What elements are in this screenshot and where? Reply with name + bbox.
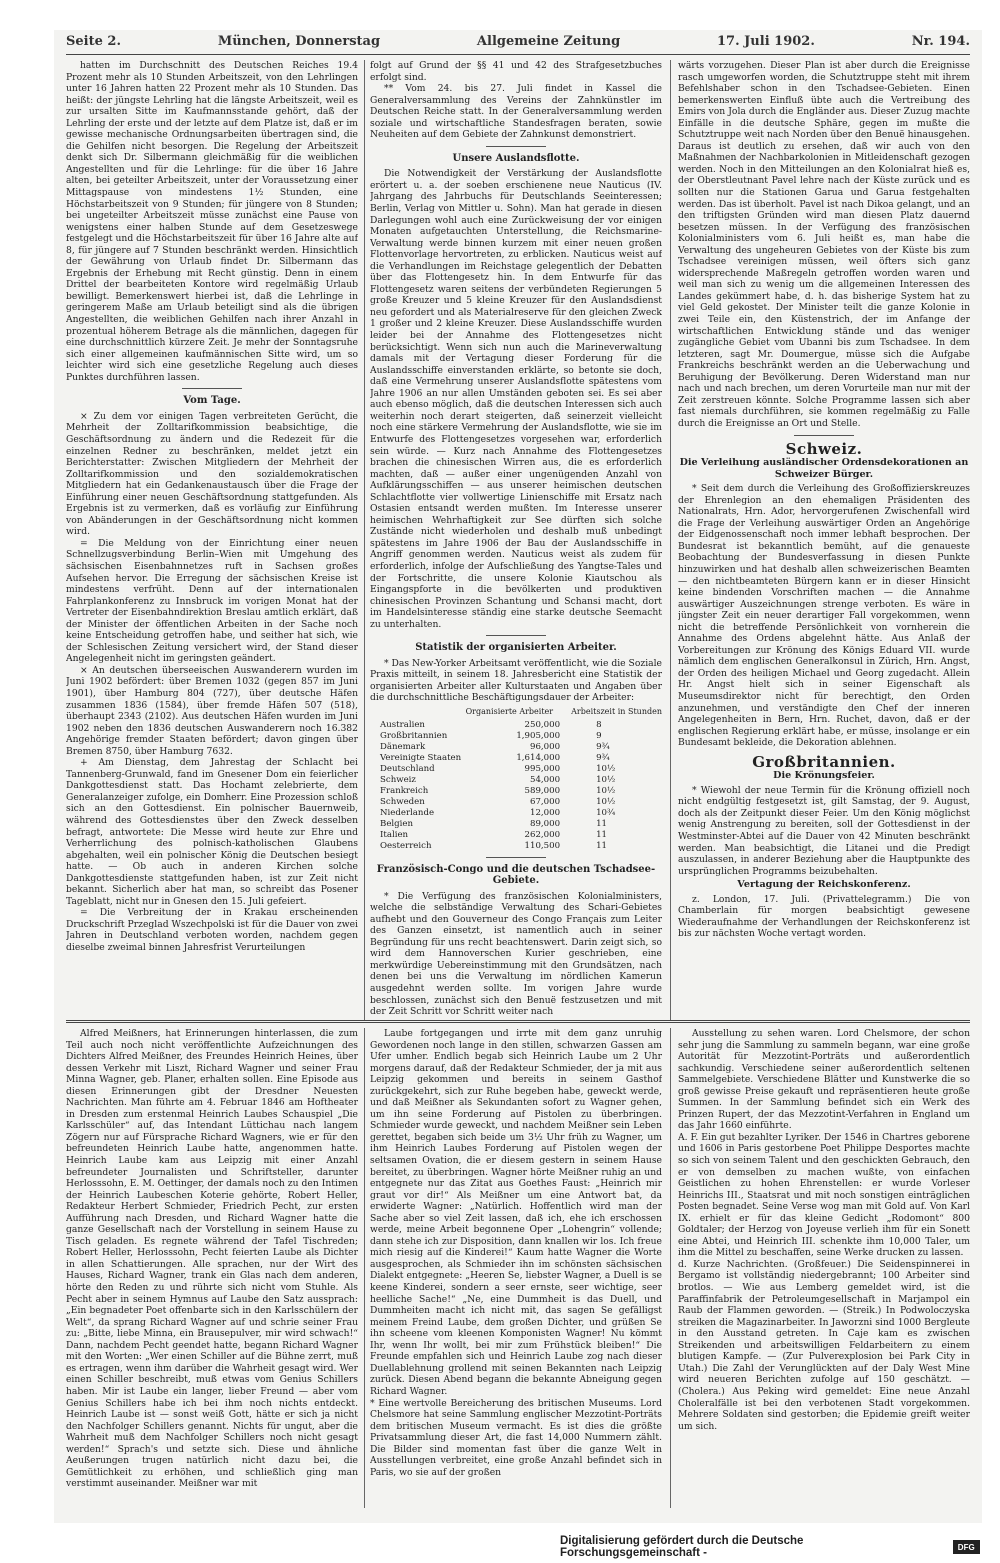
article-text: + Am Dienstag, dem Jahrestag der Schlacht bei Tannenberg-Grunwald, fand im Gnesener Dom ein feierlicher Dankgottesdienst statt. Das Hochamt zelebrierte, dem Generalanzeiger zufolge, ein Domherr. Eine Prozession schloß sich an den Gottesdienst. Ein polnischer Bauernweib, während des Gottesdienstes über den Zweck desselben befragt, antwortete: Die Messe wird heute zur Ehre und Verherrlichung des polnisch-katholischen Glaubens abgehalten, weil ein polnischer König die Deutschen besiegt hatte. — Ob auch in anderen Kirchen solche Dankgottesdienste stattgefunden haben, ist zur Zeit nicht bekannt. Sicherlich aber hat man, so schreibt das Posener Tageblatt, nicht nur in Gnesen den 15. Juli gefeiert. bbox=[66, 757, 358, 907]
table-row bbox=[370, 786, 662, 797]
divider bbox=[486, 857, 546, 858]
issue-number: Nr. 194. bbox=[911, 34, 970, 49]
hours-cell: 10½ bbox=[596, 763, 616, 774]
hours-cell: 8 bbox=[596, 719, 602, 730]
table-row bbox=[370, 830, 662, 841]
table-row bbox=[370, 720, 662, 731]
country-cell: Schweiz bbox=[380, 774, 416, 785]
hours-cell: 11 bbox=[596, 840, 607, 851]
table-header-workers: Organisierte Arbeiter bbox=[465, 706, 554, 716]
workers-cell: 110,500 bbox=[524, 840, 561, 851]
divider bbox=[486, 635, 546, 636]
section-title: Vom Tage. bbox=[183, 395, 241, 407]
hours-cell: 11 bbox=[596, 818, 607, 829]
hours-cell: 10¾ bbox=[596, 807, 616, 818]
table-row bbox=[370, 731, 662, 742]
column-1 bbox=[66, 60, 358, 1020]
article-text: Die Notwendigkeit der Verstärkung der Auslandsflotte erörtert u. a. der soeben erschienene neue Nauticus (IV. Jahrgang des Jahrbuchs für Deutschlands Seeinteressen; Berlin, Verlag von Mittler u. Sohn). Man hat gerade in diesen Darlegungen wohl auch eine Zurückweisung der vor einigen Monaten aufgetauchten Unterstellung, die Reichsmarine-Verwaltung werde binnen kurzem mit einer neuen großen Flottenvorlage hervortreten, zu erblicken. Nauticus weist auf die Verhandlungen im Reichstage gelegentlich der Debatten über das Flottengesetz hin. In dem Entwurfe für das Flottengesetz waren seitens der verbündeten Regierungen 5 große Kreuzer und 5 kleine Kreuzer für den Auslandsdienst neu gefordert und als Materialreserve für den gleichen Zweck 1 großer und 2 kleine Kreuzer. Diese Auslandsschiffe wurden leider bei der Annahme des Flottengesetzes nicht berücksichtigt. Wenn sich nun auch die Marineverwaltung damals mit der Vertagung dieser Forderung für die Auslandsschiffe einverstanden erklärte, so betonte sie doch, daß eine Vermehrung unserer Auslandsflotte spätestens vom Jahre 1906 an nur allen Umständen geboten sei. Es sei aber auch ebenso möglich, daß die deutschen Interessen sich auch weiterhin noch derart steigerten, daß seinerzeit vielleicht noch eine stärkere Vermehrung der Auslandsflotte, wie sie im Entwurfe des Flottengesetzes vorgesehen war, erforderlich sein würde. — Kurz nach Annahme des Flottengesetzes brachen die chinesischen Wirren aus, die es erforderlich machten, daß — außer einer ungenügenden Anzahl von Aufklärungsschiffen — aus unserer heimischen deutschen Schlachtflotte vier vollwertige Linienschiffe mit Ersatz nach Ostasien entsandt werden mußten. Im Interesse unserer heimischen Wehrhaftigkeit zur See dürften sich solche Zustände nicht wiederholen und deshalb muß unbedingt spätestens im Jahre 1906 der Bau der Auslandsschiffe in Angriff genommen werden. Nauticus weist als zudem für erforderlich, infolge der Aufschließung des Yangtse-Tales und der Fortschritte, die unsere Kolonie Kiautschou als Eingangspforte in die bevölkerten und produktiven chinesischen Provinzen Schantung und Schansi macht, dort im Handelsinteresse ständig eine starke deutsche Seemacht zu unterhalten. bbox=[370, 168, 662, 630]
section-title: Statistik der organisierten Arbeiter. bbox=[415, 642, 617, 654]
workers-cell: 54,000 bbox=[529, 774, 561, 785]
workers-cell: 995,000 bbox=[524, 763, 561, 774]
table-row bbox=[370, 808, 662, 819]
country-cell: Dänemark bbox=[380, 741, 426, 752]
country-cell: Deutschland bbox=[380, 763, 435, 774]
article-text: Laube fortgegangen und irrte mit dem ganz unruhig Gewordenen noch lange in den stillen, schwarzen Gassen am Ufer umher. Endlich begab sich Heinrich Laube um 2 Uhr morgens darauf, daß der Redakteur Schmieder, der ja mit aus Leipzig gekommen und bereits in seinem Gasthof zurückgekehrt, sich zur Ruhe begeben habe, geweckt werde, und daß Meißner als Sekundanten sofort zu Wagner gehen, um ihn seine Forderung auf Pistolen zu überbringen. Schmieder wurde geweckt, und nachdem Meißner sein Leben gerettet, begaben sich beide um 3½ Uhr früh zu Wagner, um ihm Heinrich Laubes Forderung auf Pistolen wegen der seltsamen Ovation, die er diesem gestern in seinem Hause bereitet, zu überbringen. Wagner hörte Meißner ruhig an und entgegnete nur das Zitat aus Goethes Faust: „Heinrich mir graut vor dir!“ Als Meißner um eine Antwort bat, da erwiderte Wagner: „Natürlich. Hoffentlich wird man der Sache aber so viel Zeit lassen, daß ich, ehe ich erschossen werde, meine Arbeit begonnene Oper „Lohengrin“ vollende; dann stehe ich zur Disposition, dann knallen wir los. Ich freue mich riesig auf die Kinderei!“ Kaum hatte Wagner die Worte ausgesprochen, als Schmieder ihn im schönsten sächsischen Dialekt entgegnete: „Heeren Se, liebster Wagner, a Duell is se keene Kinderei, sondern a seer ernste, seer wichtige, seer heelliche Sache!“ „Ne, eine Dummheit is das Duell, und Dummheiten macht ich nicht mit, das sagen Se gefälligst meinem Freind Laube, dem großen Dichter, und grüßen Se ihn scheene vom kleenen Komponisten Wagner! Nu kömmt Ihr, wenn Ihr wollt, bei mir zum Frühstück bleiben!“ Die Freunde empfahlen sich und Heinrich Laube zog nach dieser Duellablehnung grollend mit seinen Bekannten nach Leipzig zurück. Diesen Abend begann die bekannte Abneigung gegen Richard Wagner. * Eine wertvolle Bereicherung des britischen Museums. Lord Chelsmore hat seine Sammlung englischer Mezzotint-Porträts dem britischen Museum vermacht. Es ist dies die größte Privatsammlung dieser Art, die fast 14,000 Nummern zählt. Die Bilder sind momentan fast über die ganze Welt in Ausstellungen verbreitet, eine große Anzahl befindet sich in Paris, wo sie auf der großen bbox=[370, 1028, 662, 1478]
header-rule bbox=[66, 54, 970, 55]
subsection-title: Die Verleihung ausländischer Ordensdekorationen an Schweizer Bürger. bbox=[679, 457, 969, 480]
feuilleton-column-2 bbox=[370, 1028, 662, 1508]
statistics-table bbox=[370, 720, 662, 852]
column-rule bbox=[364, 1028, 365, 1508]
article-text: × An deutschen überseeischen Auswanderern wurden im Juni 1902 befördert: über Bremen 1032 (gegen 857 im Juni 1901), über Hamburg 804 (727), über deutsche Häfen zusammen 1836 (1584), über fremde Häfen 507 (518), überhaupt 2343 (2102). Aus deutschen Häfen wurden im Juni 1902 neben den 1836 deutschen Auswanderern noch 16.382 Angehörige fremder Staaten befördert; davon gingen über Bremen 8750, über Hamburg 7632. bbox=[66, 664, 358, 757]
hours-cell: 10½ bbox=[596, 796, 616, 807]
article-text: hatten im Durchschnitt des Deutschen Reiches 19.4 Prozent mehr als 10 Stunden Arbeitszeit, von den Lehrlingen unter 16 Jahren hatten 22 Prozent mehr als 10 Stunden. Das heißt: der jüngste Lehrling hat die längste Arbeitszeit, weil es zur ursalten Sitte im Kaufmannsstande gehört, daß der Lehrling der erste und der letzte auf dem Platze ist, daß er im gewisse mechanische Ordnungsarbeiten übertragen sind, die die Gehilfen nicht besorgen. Die Regelung der Arbeitszeit denkt sich Dr. Silbermann gleichmäßig für die weiblichen Angestellten und für die Lehrlinge: für die über 16 Jahre alten, bei geteilter Arbeitszeit, unter der Voraussetzung einer Mittagspause von mindestens 1½ Stunden, eine Höchstarbeitszeit von 9 Stunden; für jüngere von 8 Stunden; bei ungeteilter Arbeitszeit müsse zunächst eine Pause von wenigstens einer halben Stunde auf dem Gesetzeswege festgelegt und die Höchstarbeitszeit für über 16 Jahre alte auf 8, für jüngere auf 7 Stunden beschränkt werden. Hinsichtlich der Gewährung von Urlaub findet Dr. Silbermann das Ergebnis der Erhebung mit Recht günstig. Denn in einem Drittel der bearbeiteten Kontore wird regelmäßig Urlaub bewilligt. Bemerkenswert hierbei ist, daß die Lehrlinge in geringerem Maße am Urlaub beteiligt sind als die übrigen Angestellten, die weiblichen Gehilfen nach ihrer Anzahl in prozentual höherem Betrage als die männlichen, dagegen für eine durchschnittlich kürzere Zeit. Je mehr der Sonntagsruhe sich einer allgemeinen kaufmännischen Sitte wird, um so leichter wird sich eine gesetzliche Regelung auch dieses Punktes durchführen lassen. bbox=[66, 60, 358, 383]
table-row bbox=[370, 819, 662, 830]
country-cell: Vereinigte Staaten bbox=[380, 752, 462, 763]
workers-cell: 1,614,000 bbox=[516, 752, 561, 763]
divider bbox=[182, 388, 242, 389]
article-text: Alfred Meißners, hat Erinnerungen hinterlassen, die zum Teil auch noch nicht veröffentlichte Aufzeichnungen des Dichters Alfred Meißner, des Freundes Heinrich Heines, über dessen Verkehr mit Liszt, Richard Wagner und seiner Frau Minna Wagner, geb. Planer, erhalten sollen. Eine Episode aus diesen Erinnerungen gibt der Dresdner Neuesten Nachrichten. Man führte am 4. Februar 1846 am Hoftheater in Dresden zum erstenmal Heinrich Laubes Schauspiel „Die Karlsschüler“ auf, das Intendant Lüttichau nach langem Zögern nur auf Fürsprache Richard Wagners, wie er für den befreundeten Heinrich Laube hatte, angenommen hatte. Heinrich Laube kam aus Leipzig mit einer Anzahl befreundeter Journalisten und Schriftsteller, darunter Herlosssohn, E. M. Oettinger, der damals noch zu den Intimen der Heinrich Laubeschen Koterie gehörte, Robert Heller, Redakteur Herbert Schmieder, Friedrich Pecht, zur ersten Aufführung nach Dresden, und Richard Wagner hatte die ganze Gesellschaft nach der Vorstellung in seinem Hause zu Tisch geladen. Es regnete während der Tafel Tischreden; Robert Heller, Herlosssohn, Pecht feierten Laube als Dichter in allen Schattierungen. Alle sprachen, nur der Wirt des Hauses, Richard Wagner, trank ein Glas nach dem anderen, hörte den Reden zu und rührte sich nicht vom Stuhle. Als Pecht aber in seinem Hymnus auf Laube den Satz aussprach: „Ein begnadeter Poet offenbarte sich in den Karlsschülern der Welt“, da sprang Richard Wagner auf und schrie seiner Frau zu: „Bitte, liebe Minna, ein Brausepulver, mir wird schwach!“ Dann, nachdem Pecht geendet hatte, begann Richard Wagner mit den Worten: „Wer einen Schiller auf die Bühne zerrt, muß es ertragen, wenn ihm darüber die Wahrheit gesagt wird. Wer einen Schiller beschreibt, muß etwas vom Genius Schillers haben. Mir ist Laube ein langer, lieber Freund — aber vom Genius Schillers habe ich bei ihm noch nichts entdeckt. Heinrich Laube ist — sonst weiß Gott, hätte er sich ja nicht den Nachfolger Schillers genannt. Nichts für ungut, aber die Wahrheit muß dem Nachfolger Schillers noch nicht gesagt werden!“ Sprach's und setzte sich. Diese und ähnliche Aeußerungen trugen natürlich nicht dazu bei, die Gemütlichkeit zu erhöhen, und schließlich ging man verstimmt auseinander. Meißner war mit bbox=[66, 1028, 358, 1490]
digitization-footer bbox=[560, 1535, 980, 1559]
article-text: z. London, 17. Juli. (Privattelegramm.) Die von Chamberlain für morgen beabsichtigt gewesene Wiederaufnahme der Verhandlungen der Reichskonferenz ist bis zur nächsten Woche vertagt worden. bbox=[678, 893, 970, 940]
article-text: × Zu dem vor einigen Tagen verbreiteten Gerücht, die Mehrheit der Zolltarifkommission beabsichtige, die Geschäftsordnung zu ändern und die Redezeit für die einzelnen Redner zu beschränken, meldet jetzt ein Berichterstatter: Zwischen Mitgliedern der Mehrheit der Zolltarifkommission und den sozialdemokratischen Mitgliedern hat ein Gedankenaustausch über die Frage der Einführung einer neuen Geschäftsordnung stattgefunden. Als Ergebnis ist zu vermerken, daß es vorläufig zur Einführung von Abänderungen in der Geschäftsordnung nicht kommen wird. bbox=[66, 410, 358, 538]
table-row bbox=[370, 742, 662, 753]
feuilleton-divider bbox=[66, 1020, 970, 1023]
table-header bbox=[370, 706, 662, 718]
feuilleton-column-1 bbox=[66, 1028, 358, 1508]
issue-date: 17. Juli 1902. bbox=[717, 34, 815, 49]
section-title: Unsere Auslandsflotte. bbox=[452, 152, 580, 164]
table-row bbox=[370, 764, 662, 775]
section-title: Französisch-Congo und die deutschen Tschadsee-Gebiete. bbox=[376, 863, 656, 887]
column-3 bbox=[678, 60, 970, 1020]
workers-cell: 12,000 bbox=[529, 807, 561, 818]
country-cell: Schweden bbox=[380, 796, 425, 807]
article-text: * Wiewohl der neue Termin für die Krönung offiziell noch nicht endgültig festgesetzt ist, gilt Samstag, der 9. August, doch als der Zeitpunkt dieser Feier. Um den König möglichst wenig Anstrengung zu bereiten, soll der Gottesdienst in der Westminster-Abtei auf die Dauer von 42 Minuten beschränkt werden. Man beabsichtigt, die Litanei und die Predigt auszulassen, in anderer Beziehung aber die Hauptpunkte des ursprünglichen Programms beizubehalten. bbox=[678, 784, 970, 877]
workers-cell: 262,000 bbox=[524, 829, 561, 840]
newspaper-page bbox=[54, 30, 982, 1523]
column-rule bbox=[670, 60, 671, 1020]
dfg-logo-icon: DFG bbox=[953, 1540, 981, 1554]
hours-cell: 9 bbox=[596, 730, 602, 741]
masthead: Allgemeine Zeitung bbox=[476, 34, 621, 49]
hours-cell: 10½ bbox=[596, 785, 616, 796]
article-text: * Das New-Yorker Arbeitsamt veröffentlicht, wie die Soziale Praxis mitteilt, in seinem 18. Jahresbericht eine Statistik der organisierten Arbeiter aller Kulturstaaten und Angaben über die durchschnittliche Beschäftigungsdauer der Arbeiter: bbox=[370, 657, 662, 704]
place-day: München, Donnerstag bbox=[217, 34, 381, 49]
country-cell: Belgien bbox=[380, 818, 414, 829]
table-row bbox=[370, 775, 662, 786]
table-row bbox=[370, 753, 662, 764]
article-text: = Die Verbreitung der in Krakau erscheinenden Druckschrift Przeglad Wszechpolski ist für die Dauer von zwei Jahren in Deutschland verboten worden, nachdem gegen dieselbe zweimal binnen Jahresfrist Verurteilungen bbox=[66, 907, 358, 954]
workers-cell: 1,905,000 bbox=[516, 730, 561, 741]
country-cell: Frankreich bbox=[380, 785, 429, 796]
country-cell: Italien bbox=[380, 829, 409, 840]
section-title: Schweiz. bbox=[785, 439, 863, 458]
workers-cell: 96,000 bbox=[529, 741, 561, 752]
country-cell: Großbritannien bbox=[380, 730, 448, 741]
page-number: Seite 2. bbox=[66, 34, 121, 49]
country-cell: Australien bbox=[380, 719, 425, 730]
divider bbox=[486, 146, 546, 147]
hours-cell: 9¾ bbox=[596, 752, 610, 763]
article-text: folgt auf Grund der §§ 41 und 42 des Strafgesetzbuches erfolgt sind. bbox=[370, 60, 662, 83]
footer-text: Digitalisierung gefördert durch die Deutsche Forschungsgemeinschaft - bbox=[560, 1535, 804, 1559]
workers-cell: 589,000 bbox=[524, 785, 561, 796]
country-cell: Oesterreich bbox=[380, 840, 432, 851]
hours-cell: 9¾ bbox=[596, 741, 610, 752]
column-rule bbox=[364, 60, 365, 1020]
table-row bbox=[370, 797, 662, 808]
workers-cell: 250,000 bbox=[524, 719, 561, 730]
subsection-title: Die Krönungsfeier. bbox=[773, 770, 875, 782]
subsection-title: Vertagung der Reichskonferenz. bbox=[737, 879, 911, 891]
article-text: * Die Verfügung des französischen Kolonialministers, welche die selbständige Verwaltung des Schari-Gebietes aufhebt und den Gouverneur des Congo Français zum Leiter des Ganzen einsetzt, ist namentlich auch in seiner Begründung für uns recht beachtenswert. Darin zeigt sich, so wird dem Hannoverschen Kurier geschrieben, eine merkwürdige Uebereinstimmung mit den Grundsätzen, nach denen bei uns die Verwaltung im nördlichen Kamerun ausgedehnt werden sollte. Im vorigen Jahre wurde beschlossen, zunächst sich den Benuë festzusetzen und mit der Zeit Schritt vor Schritt weiter nach bbox=[370, 890, 662, 1018]
workers-cell: 89,000 bbox=[529, 818, 561, 829]
hours-cell: 10½ bbox=[596, 774, 616, 785]
feuilleton-column-3 bbox=[678, 1028, 970, 1508]
table-row bbox=[370, 841, 662, 852]
column-2 bbox=[370, 60, 662, 1020]
section-title: Großbritannien. bbox=[752, 752, 896, 771]
article-text: = Die Meldung von der Einrichtung einer neuen Schnellzugsverbindung Berlin–Wien mit Umgehung des sächsischen Eisenbahnnetzes ruft in Sachsen großes Aufsehen hervor. Die Erregung der sächsischen Kreise ist mindestens verfrüht. Denn auf der internationalen Fahrplankonferenz zu Innsbruck im vorigen Monat hat der Vertreter der Eisenbahndirektion Breslau amtlich erklärt, daß der Minister der öffentlichen Arbeiten in der Sache noch keine Entscheidung getroffen habe, und seither hat sich, wie der Schlesischen Zeitung versichert wird, der Stand dieser Angelegenheit nicht im geringsten geändert. bbox=[66, 537, 358, 665]
article-text: ** Vom 24. bis 27. Juli findet in Kassel die Generalversammlung des Vereins der Zahnkünstler im Deutschen Reiche statt. In der Generalversammlung werden soziale und wirtschaftliche Standesfragen beraten, sowie Neuheiten auf dem Gebiete der Zahnkunst demonstriert. bbox=[370, 83, 662, 141]
divider bbox=[794, 435, 854, 436]
feuilleton-columns bbox=[66, 1028, 970, 1508]
article-text: Ausstellung zu sehen waren. Lord Chelsmore, der schon sehr jung die Sammlung zu sammeln begann, war eine große Autorität für Mezzotint-Porträts und außerordentlich sachkundig. Verschiedene seiner außerordentlich seltenen Sammelgebiete. Verschiedene Blätter und Kunstwerke die so groß gewisse Preise gekauft und repräsentieren heute große Summen. In der Sammlung befindet sich ein Werk des Prinzen Rupert, der das Mezzotint-Verfahren in England um das Jahr 1660 einführte. A. F. Ein gut bezahlter Lyriker. Der 1546 in Chartres geborene und 1606 in Paris gestorbene Poet Philippe Desportes machte so sich von seinem Talent und den geschickten Gebrauch, den er von demselben zu machen wußte, von einfachen Geistlichen zu hohen Ehrenstellen: er wurde Vorleser Heinrichs III., Staatsrat und mit noch sonstigen einträglichen Posten begnadet. Seine Verse wog man mit Gold auf. Von Karl IX. erhielt er für das kleine Gedicht „Rodomont“ 800 Goldtaler; der Herzog von Joyeuse verlieh ihm für ein Sonett eine Abtei, und Heinrich III. schenkte ihm 10,000 Taler, um ihm die Mittel zu beschaffen, seine Werke drucken zu lassen. d. Kurze Nachrichten. (Großfeuer.) Die Seidenspinnerei in Bergamo ist vollständig niedergebrannt; 100 Arbeiter sind brotlos. — Wie aus Lemberg gemeldet wird, ist die Paraffinfabrik der Petroleumgesellschaft in Marjampol ein Raub der Flammen geworden. — (Streik.) In Podwoloczyska streiken die Magazinarbeiter. In Jaworzni sind 1000 Bergleute in den Ausstand getreten. In Caje kam es zwischen Streikenden und arbeitswilligen Feldarbeitern zu einem blutigen Kampfe. — (Zur Pulverexplosion bei Park City in Utah.) Die Zahl der Verunglückten auf der Daly West Mine wird neueren Berichten zufolge auf 150 geschätzt. — (Cholera.) Aus Peking wird gemeldet: Eine neue Anzahl Choleralfälle ist bei den verbotenen Stadt vorgekommen. Mehrere Soldaten sind gestorben; die Epidemie greift weiter um sich. bbox=[678, 1028, 970, 1432]
table-header-hours: Arbeitszeit in Stunden bbox=[571, 706, 662, 716]
article-text: * Seit dem durch die Verleihung des Großoffizierskreuzes der Ehrenlegion an den ehemaligen Präsidenten des Nationalrats, Hrn. Ador, hervorgerufenen Zwischenfall wird die Frage der Verleihung auswärtiger Orden an Angehörige der Eidgenossenschaft noch immer lebhaft besprochen. Der Bundesrat ist bekanntlich bemüht, auf die genaueste Beobachtung der Bundesverfassung in diesen Punkte hinzuwirken und hat deshalb allen schweizerischen Beamten — den nichtbeamteten Bürgern kann er in dieser Hinsicht keine bindenden Vorschriften machen — die Annahme auswärtiger Auszeichnungen strenge verboten. Es wäre in jüngster Zeit ein neuer derartiger Fall vorgekommen, wenn nicht die betreffende Persönlichkeit von vornherein die Annahme des Ordens abgelehnt hätte. Aus Anlaß der Vorbereitungen zur Krönung des Königs Eduard VII. wurde nämlich dem englischen Generalkonsul in Zürich, Hrn. Angst, der Orden des heiligen Michael und Georg zugedacht. Allein Hr. Angst hielt sich in seiner Eigenschaft als Museumsdirektor nicht für berechtigt, den Orden anzunehmen, und verständigte den Chef der inneren Angelegenheiten in Bern, Hrn. Ruchet, davon, daß er der englischen Regierung erklärt habe, er müsse, insolange er ein Bundesamt bekleide, die Dekoration ablehnen. bbox=[678, 483, 970, 749]
hours-cell: 11 bbox=[596, 829, 607, 840]
page-header bbox=[66, 34, 970, 52]
country-cell: Niederlande bbox=[380, 807, 435, 818]
workers-cell: 67,000 bbox=[529, 796, 561, 807]
column-rule bbox=[670, 1028, 671, 1508]
top-columns bbox=[66, 60, 970, 1020]
article-text: wärts vorzugehen. Dieser Plan ist aber durch die Ereignisse rasch umgeworfen worden, die Schutztruppe steht mit ihrem Befehlshaber schon in den Tschadsee-Gebieten. Einen bemerkenswerten Einfluß übte auch die Vertreibung des Emirs von Jola durch die Engländer aus. Dieser Zuzug machte Einfälle in die deutsche Sphäre, gegen im mußte die Schutztruppe weit nach Norden über den Benuë hinausgehen. Daraus ist deutlich zu ersehen, daß wir auch von den Maßnahmen der Nachbarkolonien in Mitleidenschaft gezogen werden. Noch in den Mitteilungen an den Kolonialrat hieß es, der Oberstleutnant Pavel lehre nach der Küste zurück und es sollten nur die Stationen Garua und Garua festgehalten werden. Das ist überholt. Pavel ist nach Dikoa gelangt, und an den triftigsten Gründen wird man diesen Platz dauernd besetzen müssen. In der Verfügung des französischen Kolonialministers vom 6. Juli heißt es, man habe die Verwaltung des ungeheuren Gebietes von der Küste bis zum Tschadsee vereinigen müssen, weil öfters sich ganz widersprechende Maßregeln getroffen worden waren und weil man sich zu wenig um die allgemeinen Interessen des Landes gekümmert habe, d. h. das bisherige System hat zu viel Geld gekostet. Der Minister teilt die ganze Kolonie in zwei Teile ein, den Küstenstrich, der im Anfange der wirtschaftlichen Entwicklung stände und das weniger zugängliche Gebiet vom Ubanni bis zum Tschadsee. In dem letzteren, sagt Mr. Doumergue, müsse sich die Aufgabe Frankreichs beschränkt werden an die Ueberwachung und Beruhigung der Bevölkerung. Deren Widerstand man nur nach und nach brechen, um deren Vorurteile man nur mit der Zeit zerstreuen könnte. Solche Programme lassen sich aber fast niemals durchführen, sie kommen regelmäßig zu Falle durch die Ereignisse an Ort und Stelle. bbox=[678, 60, 970, 429]
